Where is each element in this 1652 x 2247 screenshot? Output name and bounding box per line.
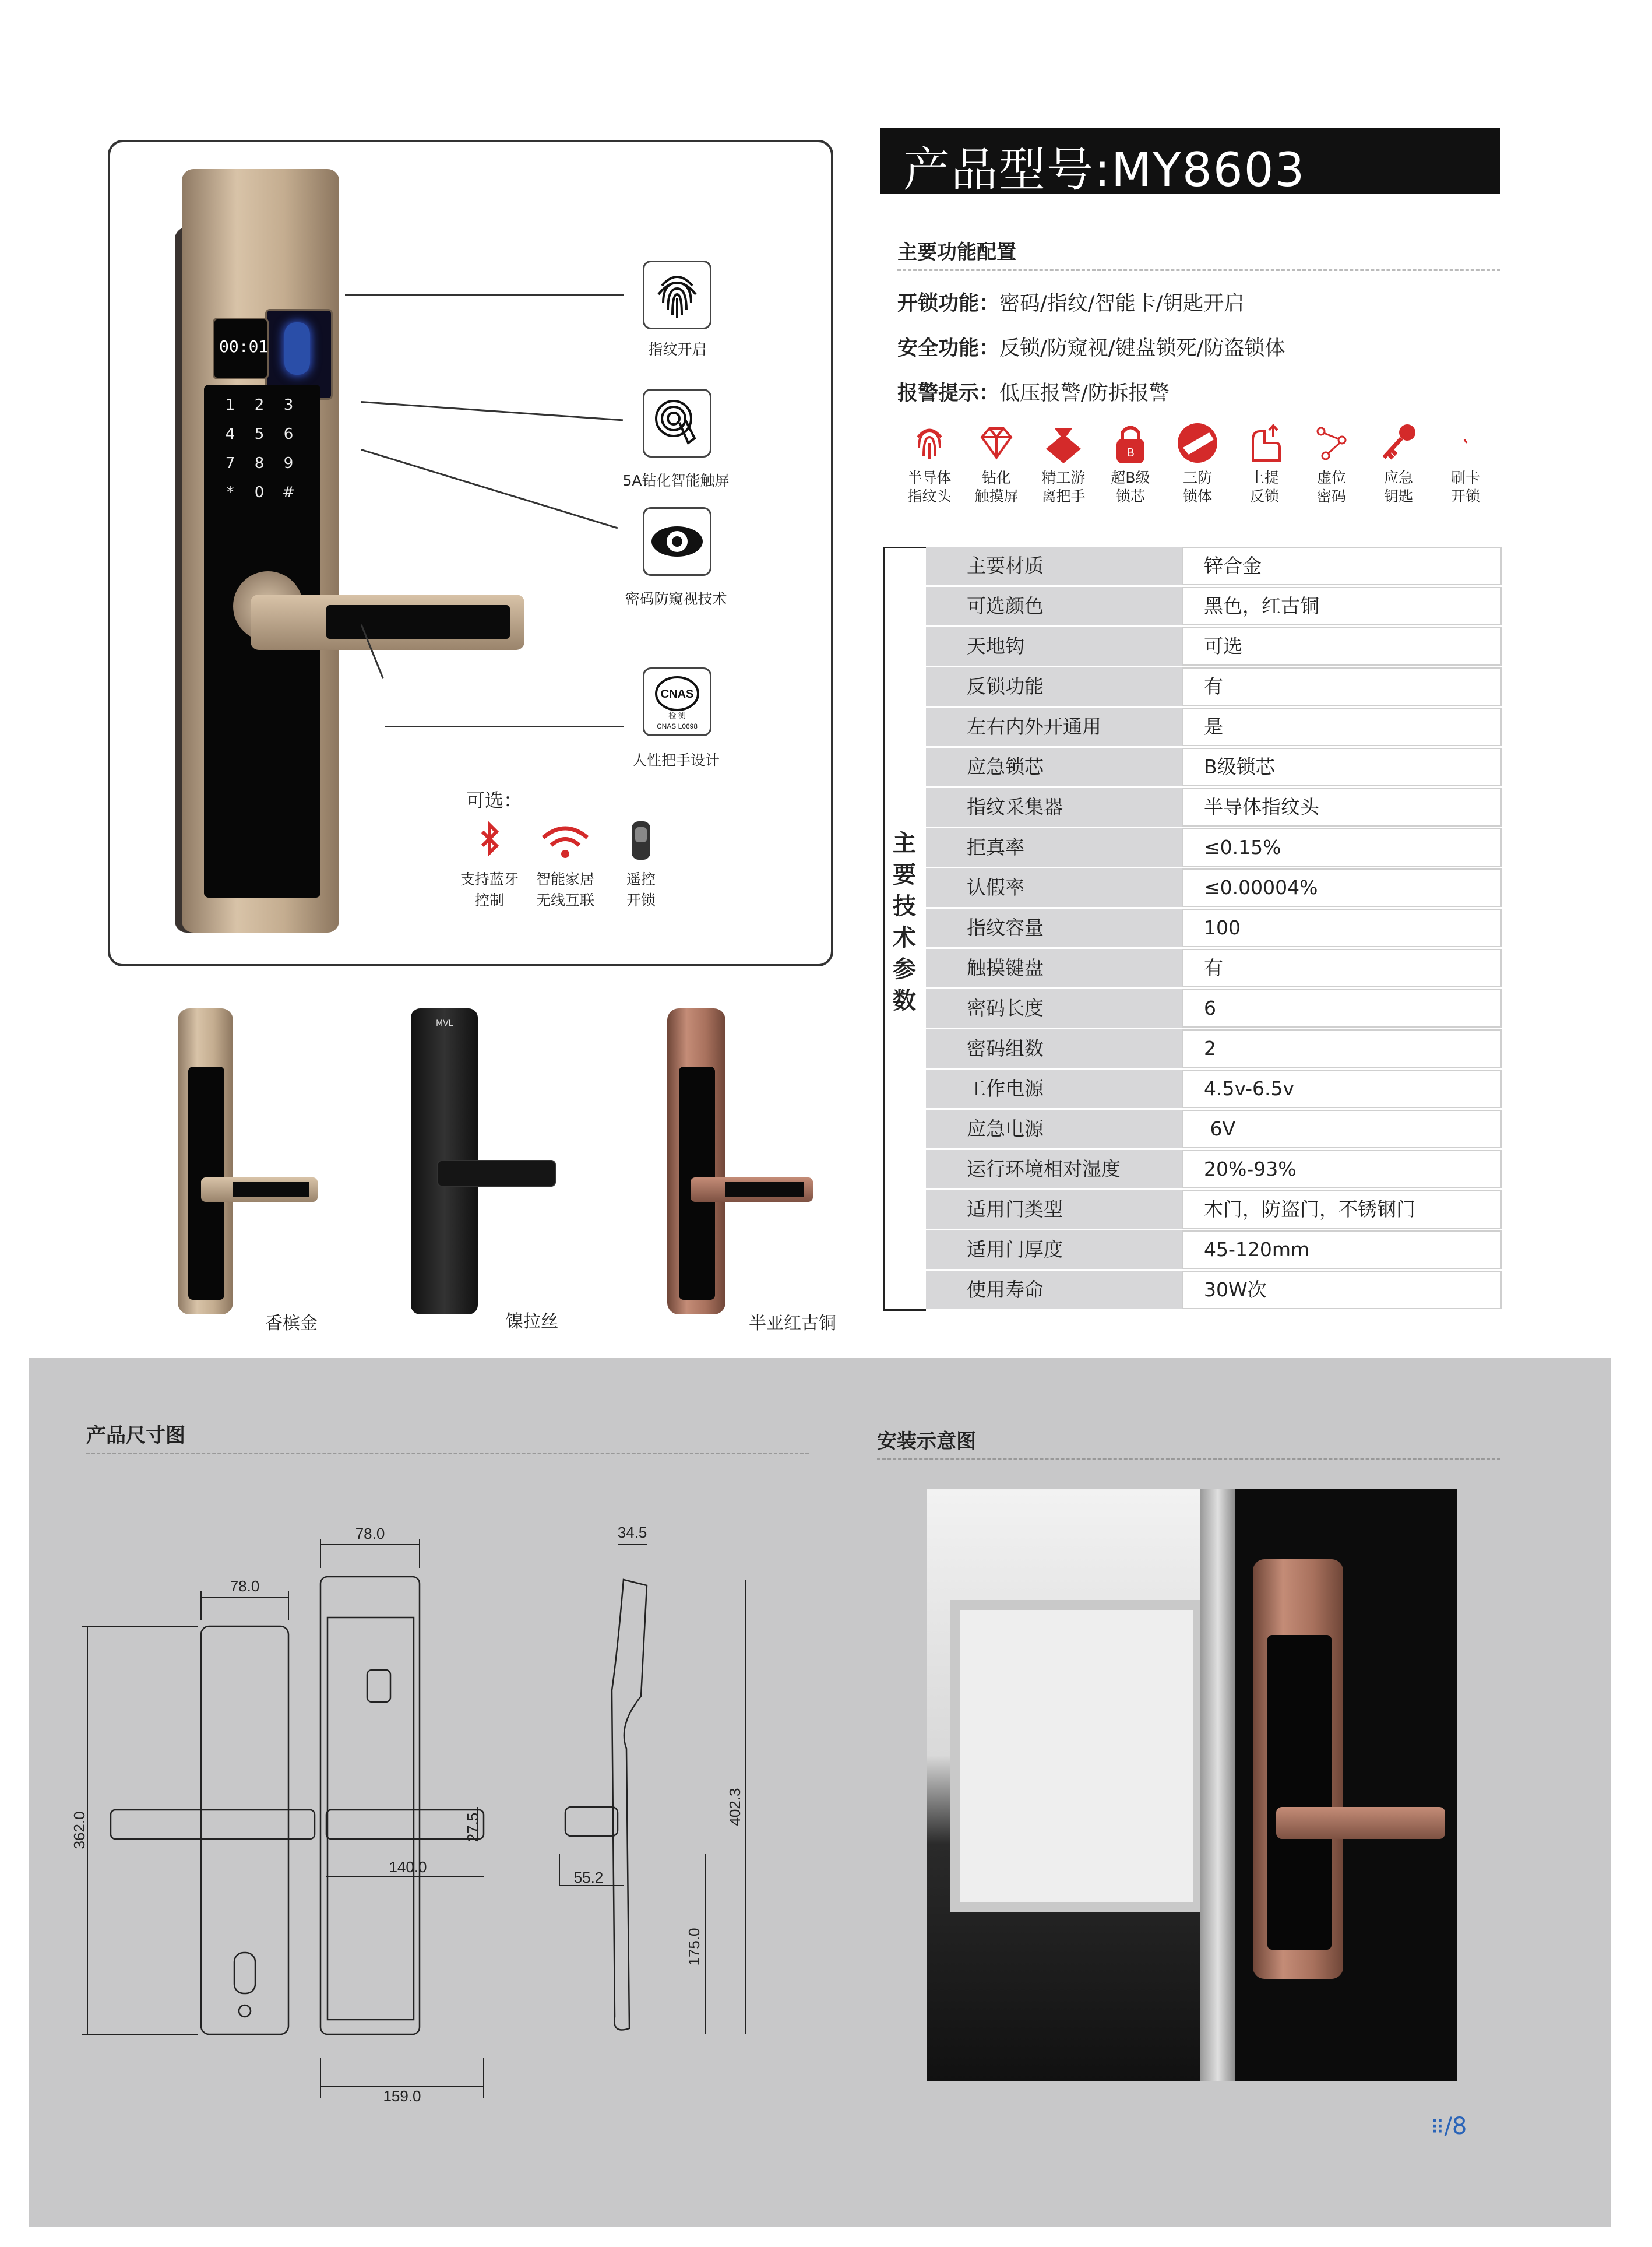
spec-value: 有 bbox=[1182, 667, 1502, 706]
callout-eye bbox=[643, 507, 711, 576]
spec-name: 拒真率 bbox=[926, 828, 1182, 867]
spec-name: 指纹采集器 bbox=[926, 788, 1182, 827]
spec-side-char: 参 bbox=[893, 956, 916, 983]
card-icon bbox=[1442, 420, 1489, 466]
spec-row bbox=[926, 868, 1502, 907]
variant-label: 镍拉丝 bbox=[506, 1311, 558, 1332]
feature-label: 超B级 bbox=[1111, 469, 1150, 486]
spec-name: 指纹容量 bbox=[926, 909, 1182, 947]
spec-side-char: 技 bbox=[893, 893, 916, 920]
optional-label: 无线互联 bbox=[536, 892, 594, 909]
feature-item bbox=[1031, 420, 1096, 506]
spec-name: 使用寿命 bbox=[926, 1271, 1182, 1309]
spec-table bbox=[926, 547, 1502, 1311]
function-value: 低压报警/防拆报警 bbox=[999, 382, 1170, 405]
clutch-icon bbox=[1040, 420, 1087, 466]
spec-row bbox=[926, 949, 1502, 987]
padlock-b-icon bbox=[1107, 420, 1154, 466]
feature-label: 锁体 bbox=[1182, 488, 1212, 505]
feature-item bbox=[1299, 420, 1364, 506]
feature-label: 虚位 bbox=[1316, 469, 1346, 486]
optional-label: 开锁 bbox=[626, 892, 656, 909]
spec-row bbox=[926, 1150, 1502, 1188]
cnas-badge-text: CNAS L0698 bbox=[656, 722, 698, 730]
dim-label: 34.5 bbox=[617, 1524, 647, 1541]
spec-name: 应急电源 bbox=[926, 1110, 1182, 1148]
cnas-badge-text: 检 测 bbox=[668, 711, 686, 720]
spec-row bbox=[926, 1070, 1502, 1108]
install-photo bbox=[927, 1489, 1457, 2081]
callout-cnas bbox=[643, 667, 711, 736]
fingerprint-icon bbox=[906, 420, 953, 466]
lift-lock-icon bbox=[1241, 420, 1288, 466]
spec-name: 应急锁芯 bbox=[926, 748, 1182, 786]
dim-label: 27.5 bbox=[464, 1812, 481, 1842]
spec-value: 是 bbox=[1182, 708, 1502, 746]
function-value: 密码/指纹/智能卡/钥匙开启 bbox=[999, 292, 1245, 315]
back-plate-outline bbox=[320, 1577, 420, 2034]
spec-side-char: 术 bbox=[893, 924, 916, 951]
model-label: 产品型号: bbox=[903, 143, 1111, 197]
function-line bbox=[897, 377, 1170, 406]
keypad-key[interactable]: 3 bbox=[283, 396, 294, 414]
leader-line bbox=[345, 294, 624, 296]
spec-side-label bbox=[886, 828, 923, 1017]
feature-item bbox=[1366, 420, 1431, 506]
spec-row bbox=[926, 828, 1502, 867]
spec-value: 100 bbox=[1182, 909, 1502, 947]
wifi-icon bbox=[530, 819, 600, 866]
main-functions-heading: 主要功能配置 bbox=[897, 241, 1016, 264]
feature-label: 反锁 bbox=[1249, 488, 1279, 505]
spec-row bbox=[926, 587, 1502, 625]
grid-icon: ⠿ bbox=[1431, 2116, 1445, 2139]
optional-label: 遥控 bbox=[626, 871, 656, 888]
shield-icon bbox=[1174, 420, 1221, 466]
photo-lock-handle bbox=[1276, 1807, 1445, 1839]
photo-lock-panel bbox=[1267, 1635, 1332, 1950]
model-title bbox=[903, 132, 1305, 199]
function-line bbox=[897, 287, 1244, 317]
feature-item bbox=[1232, 420, 1297, 506]
spec-value: 木门，防盗门，不锈钢门 bbox=[1182, 1190, 1502, 1229]
back-panel-outline bbox=[327, 1617, 414, 2020]
keypad-key[interactable]: 5 bbox=[254, 426, 265, 443]
variant-gold bbox=[175, 1008, 320, 1317]
leader-line bbox=[385, 726, 624, 727]
function-value: 反锁/防窥视/键盘锁死/防盗锁体 bbox=[999, 337, 1285, 360]
spec-row bbox=[926, 909, 1502, 947]
photo-wall bbox=[950, 1600, 1204, 1912]
bluetooth-icon bbox=[455, 819, 524, 866]
function-key: 安全功能： bbox=[897, 337, 1000, 360]
lock-display bbox=[213, 318, 269, 379]
spec-row bbox=[926, 627, 1502, 666]
feature-label: 刷卡 bbox=[1450, 469, 1480, 486]
key-icon bbox=[1375, 420, 1422, 466]
feature-icon-row bbox=[897, 420, 1515, 530]
spec-name: 适用门类型 bbox=[926, 1190, 1182, 1229]
spec-row bbox=[926, 1230, 1502, 1269]
spec-name: 密码组数 bbox=[926, 1029, 1182, 1068]
variant-label: 半亚红古铜 bbox=[749, 1313, 836, 1334]
page-number bbox=[1431, 2113, 1467, 2140]
variant-brand: MVL bbox=[436, 1019, 453, 1028]
optional-remote bbox=[606, 819, 676, 910]
spec-value: ≤0.00004% bbox=[1182, 868, 1502, 907]
side-handle-outline bbox=[565, 1807, 618, 1836]
model-code: MY8603 bbox=[1111, 143, 1306, 197]
spec-row bbox=[926, 1271, 1502, 1309]
feature-label: 触摸屏 bbox=[974, 488, 1019, 505]
feature-label: 指纹头 bbox=[907, 488, 952, 505]
function-key: 报警提示： bbox=[897, 382, 1000, 405]
callout-touchscreen bbox=[643, 389, 711, 458]
optional-heading: 可选： bbox=[466, 789, 523, 811]
callout-fingerprint bbox=[643, 261, 711, 329]
spec-row bbox=[926, 1190, 1502, 1229]
dim-label: 78.0 bbox=[230, 1577, 260, 1595]
keypad-key[interactable]: 1 bbox=[225, 396, 235, 414]
dim-label: 402.3 bbox=[726, 1788, 744, 1826]
feature-item bbox=[1098, 420, 1163, 506]
feature-label: 精工游 bbox=[1041, 469, 1086, 486]
photo-door-edge bbox=[1200, 1489, 1235, 2081]
cnas-icon bbox=[644, 669, 710, 734]
callout-label: 指纹开启 bbox=[648, 341, 707, 358]
diamond-icon bbox=[973, 420, 1020, 466]
remote-icon bbox=[606, 819, 676, 866]
spec-value: 30W次 bbox=[1182, 1271, 1502, 1309]
lock-handle bbox=[251, 595, 524, 650]
spec-row bbox=[926, 708, 1502, 746]
spec-value: 锌合金 bbox=[1182, 547, 1502, 585]
dimension-heading: 产品尺寸图 bbox=[86, 1424, 185, 1447]
install-heading: 安装示意图 bbox=[877, 1430, 976, 1453]
spec-name: 可选颜色 bbox=[926, 587, 1182, 625]
dim-label: 159.0 bbox=[383, 2087, 421, 2105]
dim-label: 175.0 bbox=[685, 1928, 703, 1966]
fingerprint-sensor bbox=[284, 322, 310, 375]
feature-label: 应急 bbox=[1383, 469, 1413, 486]
variant-handle bbox=[691, 1177, 813, 1202]
front-plate-outline bbox=[201, 1626, 288, 2034]
dim-label: 140.0 bbox=[389, 1858, 427, 1876]
spec-value: 有 bbox=[1182, 949, 1502, 987]
dim-label: 55.2 bbox=[573, 1869, 604, 1886]
divider bbox=[86, 1453, 809, 1454]
spec-name: 反锁功能 bbox=[926, 667, 1182, 706]
eye-icon bbox=[644, 509, 710, 574]
keypad-key[interactable]: 4 bbox=[225, 426, 235, 443]
front-handle-outline bbox=[111, 1810, 315, 1839]
spec-value: B级锁芯 bbox=[1182, 748, 1502, 786]
spec-side-char: 数 bbox=[893, 987, 916, 1014]
spec-name: 左右内外开通用 bbox=[926, 708, 1182, 746]
spec-name: 认假率 bbox=[926, 868, 1182, 907]
feature-label: 密码 bbox=[1316, 488, 1346, 505]
callout-label: 密码防窥视技术 bbox=[625, 590, 727, 607]
spec-value: 黑色，红古铜 bbox=[1182, 587, 1502, 625]
spec-name: 天地钩 bbox=[926, 627, 1182, 666]
keypad-key[interactable]: 7 bbox=[225, 455, 235, 472]
spec-value: 6V bbox=[1182, 1110, 1502, 1148]
front-cylinder bbox=[234, 1953, 255, 1993]
optional-wifi bbox=[530, 819, 600, 910]
spec-name: 工作电源 bbox=[926, 1070, 1182, 1108]
variant-handle bbox=[437, 1160, 556, 1187]
feature-item bbox=[964, 420, 1028, 506]
feature-label: 上提 bbox=[1249, 469, 1279, 486]
spec-name: 密码长度 bbox=[926, 989, 1182, 1028]
keypad-key[interactable]: # bbox=[282, 484, 295, 501]
virtual-password-icon bbox=[1308, 420, 1355, 466]
spec-side-char: 要 bbox=[893, 861, 916, 888]
keypad-key[interactable]: 9 bbox=[283, 455, 294, 472]
spec-value: ≤0.15% bbox=[1182, 828, 1502, 867]
optional-label: 控制 bbox=[474, 892, 504, 909]
spec-name: 触摸键盘 bbox=[926, 949, 1182, 987]
optional-label: 智能家居 bbox=[536, 871, 594, 888]
keypad-key[interactable]: * bbox=[226, 484, 234, 501]
spec-value: 半导体指纹头 bbox=[1182, 788, 1502, 827]
optional-bluetooth bbox=[455, 819, 524, 910]
spec-row bbox=[926, 748, 1502, 786]
side-profile bbox=[612, 1580, 647, 2030]
feature-label: 离把手 bbox=[1041, 488, 1086, 505]
handle-inlay bbox=[326, 605, 510, 639]
divider bbox=[897, 269, 1500, 271]
feature-label: 半导体 bbox=[907, 469, 952, 486]
dim-label: 78.0 bbox=[355, 1525, 385, 1542]
spec-row bbox=[926, 989, 1502, 1028]
spec-side-char: 主 bbox=[893, 830, 916, 857]
svg-text:B: B bbox=[1126, 446, 1135, 459]
callout-label: 5A钻化智能触屏 bbox=[622, 472, 730, 489]
cnas-badge-text: CNAS bbox=[660, 688, 694, 701]
variant-nickel bbox=[408, 1008, 554, 1317]
spec-name: 主要材质 bbox=[926, 547, 1182, 585]
spec-value: 4.5v-6.5v bbox=[1182, 1070, 1502, 1108]
variant-label: 香槟金 bbox=[265, 1313, 318, 1334]
keypad-key[interactable]: 2 bbox=[254, 396, 265, 414]
spec-name: 适用门厚度 bbox=[926, 1230, 1182, 1269]
spec-row bbox=[926, 667, 1502, 706]
keypad bbox=[216, 396, 303, 525]
spec-value: 可选 bbox=[1182, 627, 1502, 666]
spec-value: 6 bbox=[1182, 989, 1502, 1028]
keypad-key[interactable]: 0 bbox=[254, 484, 265, 501]
keypad-key[interactable]: 8 bbox=[254, 455, 265, 472]
feature-label: 钥匙 bbox=[1383, 488, 1413, 505]
spec-value: 20%-93% bbox=[1182, 1150, 1502, 1188]
spec-row bbox=[926, 1110, 1502, 1148]
spec-row bbox=[926, 547, 1502, 585]
callout-label: 人性把手设计 bbox=[632, 752, 720, 769]
divider bbox=[877, 1458, 1500, 1460]
back-handle-outline bbox=[326, 1810, 484, 1839]
feature-label: 三防 bbox=[1182, 469, 1212, 486]
optional-label: 支持蓝牙 bbox=[460, 871, 519, 888]
function-line bbox=[897, 332, 1285, 361]
variant-handle bbox=[201, 1177, 318, 1202]
feature-label: 锁芯 bbox=[1115, 488, 1145, 505]
dim-label: 362.0 bbox=[71, 1811, 88, 1849]
keypad-key[interactable]: 6 bbox=[283, 426, 294, 443]
function-key: 开锁功能： bbox=[897, 292, 1000, 315]
fingerprint-icon bbox=[644, 262, 710, 328]
display-time: 00:01 bbox=[219, 337, 269, 356]
spec-value: 45-120mm bbox=[1182, 1230, 1502, 1269]
spec-row bbox=[926, 1029, 1502, 1068]
page-number-text: /8 bbox=[1444, 2113, 1467, 2140]
feature-label: 钻化 bbox=[981, 469, 1011, 486]
spec-row bbox=[926, 788, 1502, 827]
back-fingerprint-outline bbox=[367, 1670, 390, 1702]
dimension-drawing bbox=[70, 1504, 839, 2133]
feature-label: 开锁 bbox=[1450, 488, 1480, 505]
spec-name: 运行环境相对湿度 bbox=[926, 1150, 1182, 1188]
variant-copper bbox=[664, 1008, 816, 1317]
front-keyhole bbox=[239, 2005, 251, 2017]
feature-item bbox=[1433, 420, 1498, 506]
feature-item bbox=[897, 420, 961, 506]
feature-item bbox=[1165, 420, 1230, 506]
touchscreen-icon bbox=[644, 391, 710, 456]
spec-value: 2 bbox=[1182, 1029, 1502, 1068]
